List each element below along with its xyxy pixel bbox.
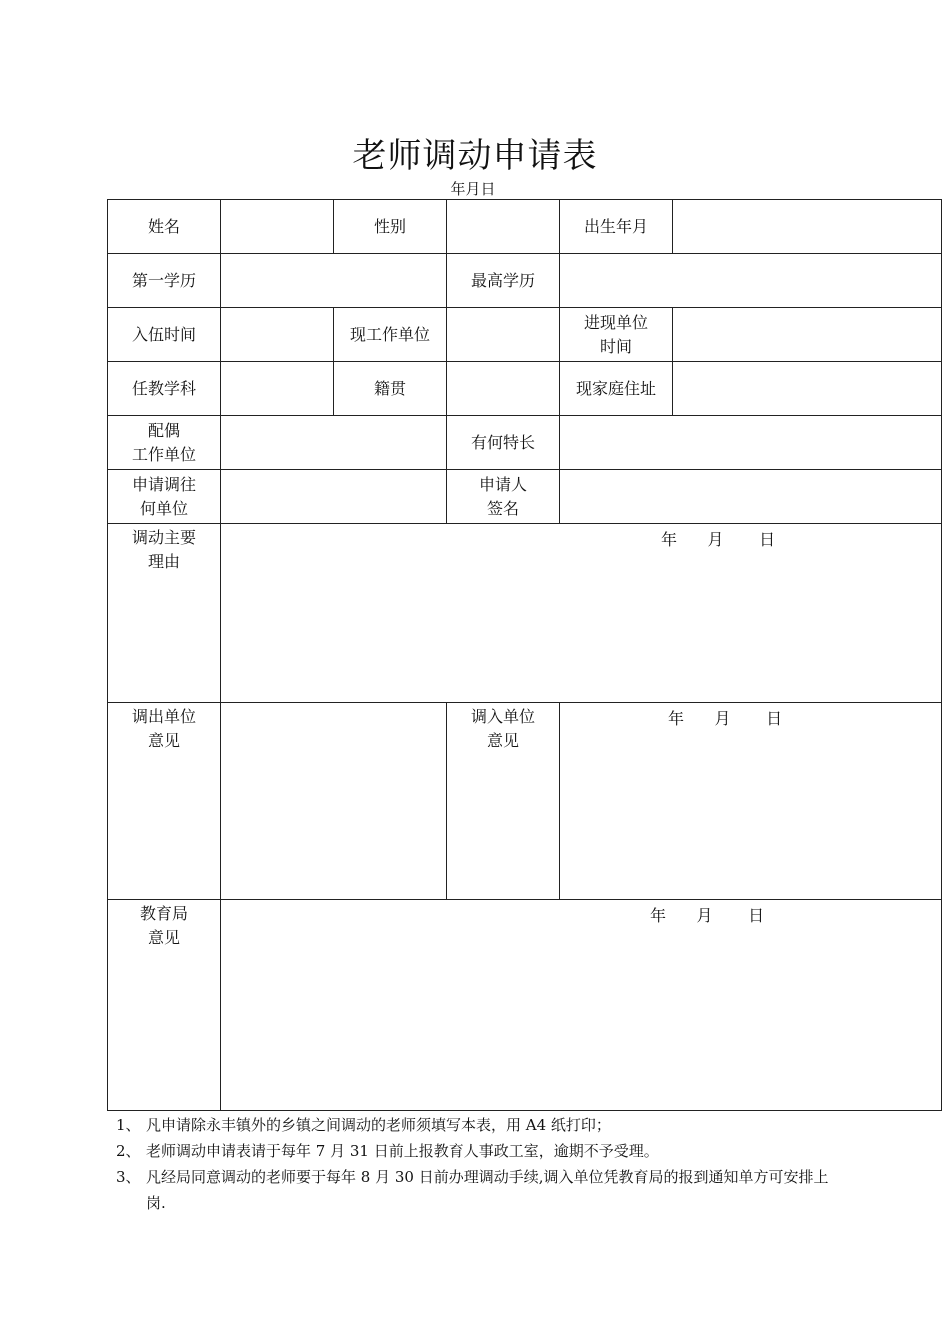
label-highest-edu: 最高学历 [447,254,560,308]
label-in-unit-line2: 意见 [486,731,519,750]
row-reason [108,524,942,703]
label-join-time-line1: 进现单位 [583,312,648,332]
label-sign-line1: 申请人 [478,474,527,494]
label-birth: 出生年月 [560,200,673,254]
spouse-unit-field[interactable] [221,416,447,470]
label-in-unit-line1: 调入单位 [470,707,535,726]
note-text: 凡经局同意调动的老师要于每年 8 月 30 日前办理调动手续,调入单位凭教育局的报到通知单方可安排上岗. [146,1168,829,1212]
subject-field[interactable] [221,362,334,416]
row-bureau [108,900,942,1111]
note-number: 3、 [116,1168,141,1186]
label-target-line2: 何单位 [139,498,188,518]
applicant-sign-field[interactable] [560,470,942,524]
label-spouse-line1: 配偶 [147,420,180,440]
label-reason-line1: 调动主要 [131,528,196,547]
label-name: 姓名 [108,200,221,254]
target-unit-field[interactable] [221,470,447,524]
label-target-line1: 申请调往 [131,474,196,494]
label-specialty: 有何特长 [447,416,560,470]
note-text: 凡申请除永丰镇外的乡镇之间调动的老师须填写本表，用 A4 纸打印； [146,1116,611,1134]
label-sign-line2: 签名 [486,498,519,518]
label-applicant-sign [447,470,560,524]
label-bureau-line1: 教育局 [139,904,188,923]
label-in-unit [447,703,560,900]
label-enlist-time: 入伍时间 [108,308,221,362]
bureau-opinion-field[interactable] [221,900,942,1111]
note-item [116,1112,836,1138]
highest-edu-field[interactable] [560,254,942,308]
label-subject: 任教学科 [108,362,221,416]
bureau-date: 年 月 日 [650,906,765,925]
note-text: 老师调动申请表请于每年 7 月 31 日前上报教育人事政工室，逾期不予受理。 [146,1142,659,1160]
label-bureau [108,900,221,1111]
first-edu-field[interactable] [221,254,447,308]
label-spouse-line2: 工作单位 [131,444,196,464]
label-current-unit: 现工作单位 [334,308,447,362]
label-join-time-line2: 时间 [599,336,632,356]
label-target-unit [108,470,221,524]
native-field[interactable] [447,362,560,416]
note-number: 1、 [116,1116,141,1134]
label-native: 籍贯 [334,362,447,416]
birth-field[interactable] [673,200,942,254]
notes [116,1112,836,1216]
note-item [116,1138,836,1164]
label-gender: 性别 [334,200,447,254]
label-bureau-line2: 意见 [147,928,180,947]
row-basic-info [108,200,942,254]
date-line: 年月日 [450,180,496,198]
enlist-time-field[interactable] [221,308,334,362]
label-reason-line2: 理由 [147,552,180,571]
note-item [116,1164,836,1216]
row-spouse [108,416,942,470]
form-title: 老师调动申请表 [352,136,598,176]
reason-field[interactable] [221,524,942,703]
out-unit-opinion-field[interactable] [221,703,447,900]
row-target [108,470,942,524]
join-time-field[interactable] [673,308,942,362]
label-join-time [560,308,673,362]
name-field[interactable] [221,200,334,254]
in-unit-date: 年 月 日 [668,709,783,728]
reason-date: 年 月 日 [661,530,776,549]
label-reason [108,524,221,703]
row-work [108,308,942,362]
label-out-unit-line2: 意见 [147,731,180,750]
label-address: 现家庭住址 [560,362,673,416]
label-out-unit-line1: 调出单位 [131,707,196,726]
gender-field[interactable] [447,200,560,254]
row-personal [108,362,942,416]
address-field[interactable] [673,362,942,416]
in-unit-opinion-field[interactable] [560,703,942,900]
current-unit-field[interactable] [447,308,560,362]
label-spouse-unit [108,416,221,470]
label-first-edu: 第一学历 [108,254,221,308]
specialty-field[interactable] [560,416,942,470]
label-out-unit [108,703,221,900]
row-unit-opinions [108,703,942,900]
row-education [108,254,942,308]
note-number: 2、 [116,1142,141,1160]
application-form-table [107,199,942,1111]
